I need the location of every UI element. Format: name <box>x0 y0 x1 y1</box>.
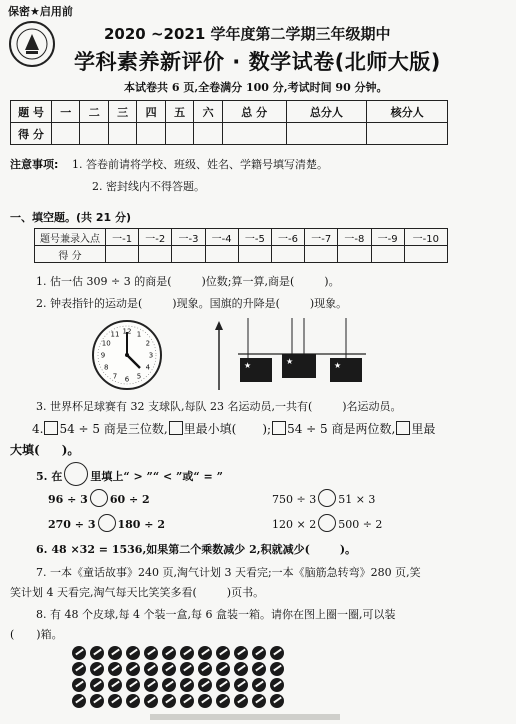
ball-icon[interactable] <box>72 646 86 660</box>
clock-number: 3 <box>148 351 154 360</box>
q7-text-b: )页书。 <box>226 586 265 599</box>
score-header-cell: 六 <box>194 101 222 123</box>
score-header-cell: 题 号 <box>11 101 52 123</box>
exam-title-line2: 学科素养新评价 · 数学试卷(北师大版) <box>74 50 441 74</box>
q2-text-a: 2. 钟表指针的运动是( <box>36 297 143 310</box>
clock-number: 9 <box>100 351 106 360</box>
section1-score-cell[interactable] <box>338 246 371 263</box>
q4-text-d: ); <box>262 422 272 436</box>
q5-expr: 500 ÷ 2 <box>338 518 383 531</box>
score-input-cell[interactable] <box>52 123 80 145</box>
ball-icon[interactable] <box>180 678 194 692</box>
clock-number: 7 <box>112 372 118 381</box>
q7-text-a: 笑计划 4 天看完,淘气每天比笑笑多看( <box>10 586 197 599</box>
section1-header-cell: 一-2 <box>139 229 172 246</box>
section1-score-table <box>34 228 448 263</box>
section1-score-cell[interactable] <box>106 246 139 263</box>
q4-text-f: 里最 <box>411 422 436 436</box>
ball-icon[interactable] <box>108 694 122 708</box>
clock-icon <box>90 318 164 392</box>
school-seal-icon <box>8 20 56 68</box>
compare-circle-icon <box>64 462 88 486</box>
q4-text-e: 54 ÷ 5 商是两位数, <box>287 422 396 436</box>
ball-icon[interactable] <box>162 694 176 708</box>
score-input-cell[interactable] <box>194 123 222 145</box>
ball-icon[interactable] <box>72 662 86 676</box>
ball-icon[interactable] <box>252 662 266 676</box>
score-input-cell[interactable] <box>286 123 367 145</box>
question-3 <box>36 398 402 414</box>
q5-text-a: 5. 在 <box>36 470 63 483</box>
q3-text-b: )名运动员。 <box>342 400 402 413</box>
ball-icon[interactable] <box>234 694 248 708</box>
q5-answer-circle[interactable] <box>318 489 336 507</box>
score-header-cell: 二 <box>80 101 108 123</box>
ball-icon[interactable] <box>198 646 212 660</box>
section1-header-cell: 一-8 <box>338 229 371 246</box>
ball-icon[interactable] <box>198 662 212 676</box>
ball-icon[interactable] <box>252 694 266 708</box>
ball-icon[interactable] <box>144 694 158 708</box>
score-input-cell[interactable] <box>222 123 286 145</box>
ball-icon[interactable] <box>252 678 266 692</box>
footer-text-smudge <box>150 714 340 720</box>
score-input-cell[interactable] <box>165 123 193 145</box>
ball-icon[interactable] <box>216 646 230 660</box>
ball-icon[interactable] <box>234 646 248 660</box>
section1-header-cell: 一-4 <box>205 229 238 246</box>
ball-icon[interactable] <box>108 678 122 692</box>
ball-icon[interactable] <box>198 678 212 692</box>
q4-text-h: )。 <box>61 443 80 457</box>
q5-expr: 180 ÷ 2 <box>117 518 165 531</box>
q3-text-a: 3. 世界杯足球赛有 32 支球队,每队 23 名运动员,一共有( <box>36 400 313 413</box>
ball-icon[interactable] <box>108 662 122 676</box>
question-4-cont <box>10 441 79 458</box>
section1-score-cell[interactable] <box>305 246 338 263</box>
score-input-cell[interactable] <box>80 123 108 145</box>
notes-label: 注意事项: <box>10 158 59 171</box>
q5-expr: 750 ÷ 3 <box>272 493 317 506</box>
up-arrow-icon <box>213 320 225 392</box>
q1-text-a: 1. 估一估 309 ÷ 3 的商是( <box>36 275 172 288</box>
section1-header-cell: 一-1 <box>106 229 139 246</box>
notes-item-2: 2. 密封线内不得答题。 <box>92 180 205 193</box>
score-header-cell: 核分人 <box>367 101 448 123</box>
ball-icon[interactable] <box>144 678 158 692</box>
secret-label: 保密★启用前 <box>8 5 73 18</box>
score-input-cell[interactable] <box>108 123 136 145</box>
q8-text-b: )箱。 <box>36 628 63 641</box>
exam-info: 本试卷共 6 页,全卷满分 100 分,考试时间 90 分钟。 <box>124 81 388 94</box>
clock-number: 8 <box>103 363 109 372</box>
clock-number: 11 <box>110 330 120 339</box>
score-header-cell: 四 <box>137 101 165 123</box>
score-table <box>10 100 448 145</box>
q5-answer-circle[interactable] <box>90 489 108 507</box>
score-row-label: 得 分 <box>11 123 52 145</box>
ball-icon[interactable] <box>180 694 194 708</box>
section1-header-cell: 一-6 <box>271 229 304 246</box>
q5-row1-left <box>48 489 150 507</box>
q4-box-2[interactable] <box>169 421 183 435</box>
clock-number: 1 <box>136 330 142 339</box>
q4-text-c: 里最小填( <box>183 422 237 436</box>
q5-row1-right <box>272 489 375 507</box>
q1-text-b: )位数;算一算,商是( <box>201 275 295 288</box>
score-table-header-row <box>11 101 448 123</box>
q5-expr: 120 × 2 <box>272 518 317 531</box>
clock-number: 5 <box>136 372 142 381</box>
ball-icon[interactable] <box>270 662 284 676</box>
q8-text-a: ( <box>10 628 15 641</box>
ball-icon[interactable] <box>90 646 104 660</box>
score-input-cell[interactable] <box>137 123 165 145</box>
score-header-cell: 一 <box>52 101 80 123</box>
ball-icon[interactable] <box>90 694 104 708</box>
star-icon: ★ <box>334 361 342 370</box>
flag-raising-figure <box>238 318 366 394</box>
q4-text-g: 大填( <box>10 443 40 457</box>
section1-score-cell[interactable] <box>371 246 404 263</box>
section1-table-header-row <box>35 229 448 246</box>
exam-title-line1: 2020 ~2021 学年度第二学期三年级期中 <box>104 25 391 43</box>
question-6 <box>36 541 356 557</box>
question-1 <box>36 273 340 289</box>
q5-expr: 96 ÷ 3 <box>48 493 88 506</box>
ball-icon[interactable] <box>198 694 212 708</box>
ball-icon[interactable] <box>90 678 104 692</box>
ball-icon[interactable] <box>162 662 176 676</box>
ball-icon[interactable] <box>72 694 86 708</box>
section1-score-cell[interactable] <box>172 246 205 263</box>
q6-text-b: )。 <box>339 543 357 556</box>
score-input-cell[interactable] <box>367 123 448 145</box>
clock-number: 2 <box>145 339 151 348</box>
ball-icon[interactable] <box>162 678 176 692</box>
section1-score-cell[interactable] <box>139 246 172 263</box>
score-header-cell: 五 <box>165 101 193 123</box>
section1-header-cell: 一-10 <box>404 229 447 246</box>
ball-icon[interactable] <box>216 694 230 708</box>
q4-number: 4. <box>32 422 44 436</box>
ball-icon[interactable] <box>180 646 194 660</box>
q5-expr: 270 ÷ 3 <box>48 518 96 531</box>
ball-icon[interactable] <box>270 678 284 692</box>
q5-row2-left <box>48 514 165 532</box>
clock-number: 4 <box>145 363 151 372</box>
ball-icon[interactable] <box>144 646 158 660</box>
section1-title: 一、填空题。(共 21 分) <box>10 211 132 224</box>
notes-item-1: 1. 答卷前请将学校、班级、姓名、学籍号填写清楚。 <box>72 158 328 171</box>
q4-text-b: 54 ÷ 5 商是三位数, <box>59 422 168 436</box>
q5-answer-circle[interactable] <box>98 514 116 532</box>
clock-number: 12 <box>122 327 132 336</box>
ball-icon[interactable] <box>234 662 248 676</box>
ball-icon[interactable] <box>126 646 140 660</box>
section1-header-cell: 一-5 <box>238 229 271 246</box>
star-icon: ★ <box>244 361 252 370</box>
ball-icon[interactable] <box>270 694 284 708</box>
section1-score-cell[interactable] <box>238 246 271 263</box>
q4-box-3[interactable] <box>272 421 286 435</box>
q5-text-b: 里填上“ > ”“ < ”或“ = ” <box>90 470 223 483</box>
section1-score-cell[interactable] <box>205 246 238 263</box>
ball-icon[interactable] <box>234 678 248 692</box>
score-header-cell: 总分人 <box>286 101 367 123</box>
question-2 <box>36 295 347 311</box>
section1-header-cell: 题号兼录入点 <box>35 229 106 246</box>
clock-number: 6 <box>124 375 130 384</box>
q1-text-c: )。 <box>324 275 340 288</box>
star-icon: ★ <box>286 357 294 366</box>
question-8-line1: 8. 有 48 个皮球,每 4 个装一盒,每 6 盒装一箱。请你在图上圈一圈,可以装 <box>36 608 396 621</box>
q4-box-4[interactable] <box>396 421 410 435</box>
question-5 <box>36 462 223 486</box>
ball-icon[interactable] <box>216 678 230 692</box>
q4-box-1[interactable] <box>44 421 58 435</box>
section1-row-label: 得 分 <box>35 246 106 263</box>
score-header-cell: 三 <box>108 101 136 123</box>
ball-icon[interactable] <box>126 694 140 708</box>
section1-header-cell: 一-3 <box>172 229 205 246</box>
ball-icon[interactable] <box>270 646 284 660</box>
ball-icon[interactable] <box>252 646 266 660</box>
ball-icon[interactable] <box>72 678 86 692</box>
section1-score-cell[interactable] <box>404 246 447 263</box>
ball-icon[interactable] <box>126 678 140 692</box>
question-4 <box>32 420 435 437</box>
score-header-cell: 总 分 <box>222 101 286 123</box>
ball-icon[interactable] <box>90 662 104 676</box>
q5-row2-right <box>272 514 382 532</box>
q5-answer-circle[interactable] <box>318 514 336 532</box>
section1-header-cell: 一-9 <box>371 229 404 246</box>
ball-icon[interactable] <box>180 662 194 676</box>
ball-icon[interactable] <box>216 662 230 676</box>
question-7-line2 <box>10 584 264 600</box>
section1-table-score-row <box>35 246 448 263</box>
section1-header-cell: 一-7 <box>305 229 338 246</box>
score-table-score-row <box>11 123 448 145</box>
section1-score-cell[interactable] <box>271 246 304 263</box>
q5-expr: 60 ÷ 2 <box>109 493 150 506</box>
ball-icon[interactable] <box>162 646 176 660</box>
ball-icon[interactable] <box>126 662 140 676</box>
q5-expr: 51 × 3 <box>338 493 376 506</box>
q2-text-b: )现象。国旗的升降是( <box>172 297 280 310</box>
ball-icon[interactable] <box>108 646 122 660</box>
question-7-line1: 7. 一本《童话故事》240 页,淘气计划 3 天看完;一本《脑筋急转弯》280 页,笑 <box>36 566 421 579</box>
clock-number: 10 <box>101 339 111 348</box>
ball-grid[interactable] <box>72 646 292 710</box>
q6-text-a: 6. 48 ×32 = 1536,如果第二个乘数减少 2,积就减少( <box>36 543 310 556</box>
q2-text-c: )现象。 <box>309 297 348 310</box>
ball-icon[interactable] <box>144 662 158 676</box>
question-8-line2 <box>10 626 63 642</box>
